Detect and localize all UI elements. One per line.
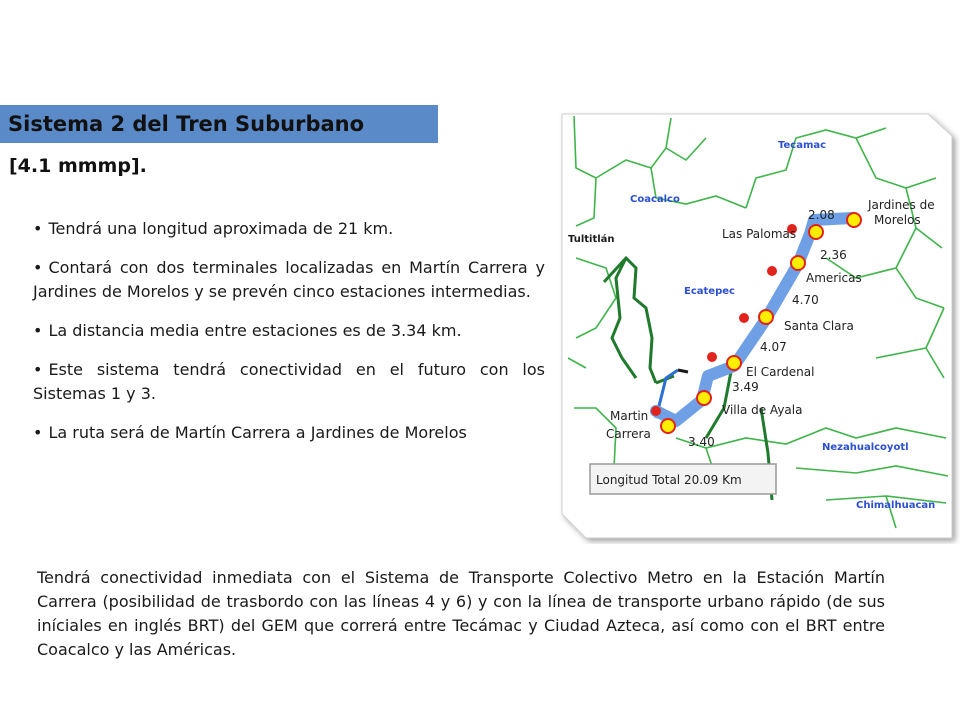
station-el-cardenal [727, 356, 741, 370]
length-box-text: Longitud Total 20.09 Km [596, 473, 742, 487]
label-tecamac: Tecamac [778, 140, 827, 151]
distance-label: 2.08 [808, 208, 835, 222]
label-coacalco: Coacalco [630, 194, 680, 205]
station-las-palomas [809, 225, 823, 239]
route-map [556, 108, 960, 544]
title-bar [0, 105, 438, 143]
bullet-list [33, 217, 545, 460]
bullet-text: La ruta será de Martín Carrera a Jardines de Morelos [48, 423, 467, 442]
bullet-item [33, 358, 545, 406]
label-jardines-2: Morelos [874, 213, 921, 227]
label-martin-1: Martin [610, 409, 649, 423]
station-jardines-de-morelos [847, 213, 861, 227]
bullet-text: Tendrá una longitud aproximada de 21 km. [48, 219, 394, 238]
label-jardines-1: Jardines de [868, 198, 935, 212]
label-santa-clara: Santa Clara [784, 319, 854, 333]
bullet-item [33, 256, 545, 304]
bullet-text: Este sistema tendrá conectividad en el futuro con los Sistemas 1 y 3. [33, 360, 545, 403]
bullet-dot: • [33, 219, 43, 238]
label-las-palomas: Las Palomas [722, 227, 797, 241]
bullet-dot: • [33, 423, 43, 442]
station-santa-clara [759, 310, 773, 324]
connectivity-paragraph: Tendrá conectividad inmediata con el Sistema de Transporte Colectivo Metro en la Estación Martín Carrera (posibilidad de trasbordo con las líneas 4 y 6) y con la línea de transporte urbano rápido (de sus iníciales en inglés BRT) del GEM que correrá entre Tecámac y Ciudad Azteca, así como con el BRT entre Coacalco y las Américas. [37, 568, 885, 659]
station-americas [791, 256, 805, 270]
distance-label: 2.36 [820, 248, 847, 262]
bullet-dot: • [33, 258, 43, 277]
page-subtitle: [4.1 mmmp]. [9, 155, 147, 177]
label-martin-2: Carrera [606, 427, 651, 441]
label-nezahualcoyotl: Nezahualcoyotl [822, 442, 909, 453]
distance-label: 3.49 [732, 380, 759, 394]
label-ecatepec: Ecatepec [684, 286, 735, 297]
distance-label: 4.70 [792, 293, 819, 307]
label-americas: Americas [806, 271, 862, 285]
label-chimalhuacan: Chimalhuacan [856, 500, 936, 511]
bullet-item [33, 319, 545, 343]
route-map-svg [556, 108, 960, 544]
page-title: Sistema 2 del Tren Suburbano [8, 112, 365, 136]
distance-label: 3.40 [688, 435, 715, 449]
label-villa-de-ayala: Villa de Ayala [722, 403, 803, 417]
bullet-text: La distancia media entre estaciones es de 3.34 km. [48, 321, 462, 340]
bullet-dot: • [33, 321, 43, 340]
label-tultitlan: Tultitlán [568, 234, 615, 245]
station-villa-de-ayala [697, 391, 711, 405]
bullet-item [33, 217, 545, 241]
bullet-item [33, 421, 545, 445]
label-el-cardenal: El Cardenal [746, 365, 815, 379]
distance-label: 4.07 [760, 340, 787, 354]
bullet-text: Contará con dos terminales localizadas en Martín Carrera y Jardines de Morelos y se prevén cinco estaciones intermedias. [33, 258, 545, 301]
bullet-dot: • [33, 360, 43, 379]
station-martin-carrera [661, 419, 675, 433]
